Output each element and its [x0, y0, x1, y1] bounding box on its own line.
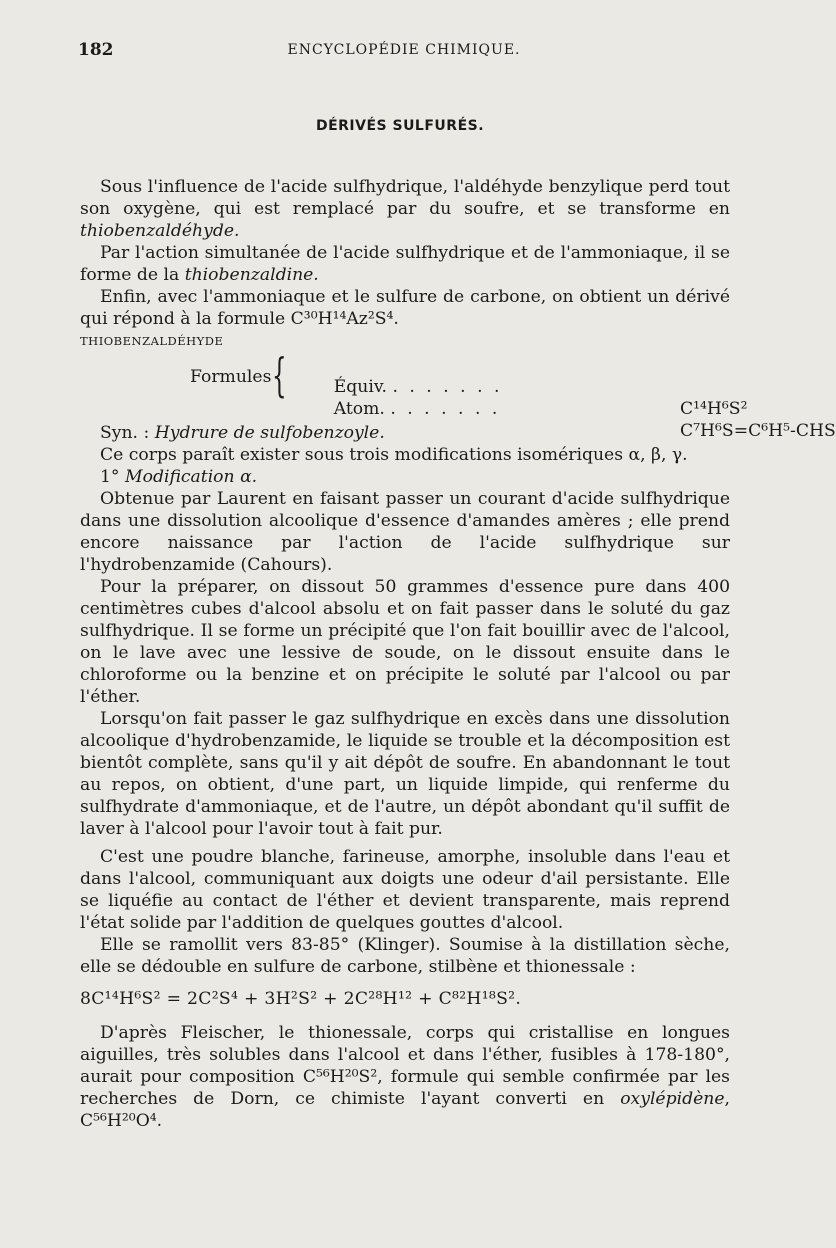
leader-dots: . . . . . . .: [390, 399, 501, 419]
emphasis-term: oxylépidène: [620, 1089, 725, 1109]
text-run: D'après Fleischer, le thionessale, corps qui cristallise en longues aiguilles, très solubles dans l'alcool et dans l'éther, fusibles à 178-180°, aurait pour composition C⁵⁶H²⁰S², formule qui semble confirmée par les recherches de Dorn, ce chimiste l'ayant converti en: [80, 1023, 730, 1109]
text-run: Par l'action simultanée de l'acide sulfhydrique et de l'ammoniaque, il se forme de la: [80, 243, 730, 285]
formulas-label: Formules: [190, 367, 272, 387]
equiv-value: C¹⁴H⁶S²: [680, 399, 748, 419]
paragraph-modifications: Ce corps paraît exister sous trois modifications isomériques α, β, γ.: [100, 445, 688, 465]
compound-title: THIOBENZALDÉHYDE: [80, 334, 224, 348]
paragraph-intro-1: [80, 176, 730, 242]
atom-value: C⁷H⁶S=C⁶H⁵-CHS: [680, 421, 836, 441]
paragraph-preparer: Pour la préparer, on dissout 50 grammes d'essence pure dans 400 centimètres cubes d'alcool absolu et on fait passer dans le soluté du gaz sulfhydrique. Il se forme un précipité que l'on fait bouillir avec de l'alcool, on le lave avec une lessive de soude, on le dissout ensuite dans le chloroforme ou la benzine et on précipite le soluté par l'alcool ou par l'éther.: [80, 577, 730, 707]
text-run: , C⁵⁶H²⁰O⁴.: [80, 1089, 730, 1131]
modification-heading: [80, 466, 730, 488]
brace-symbol: {: [272, 348, 287, 402]
running-title: ENCYCLOPÉDIE CHIMIQUE.: [287, 42, 521, 58]
paragraph-intro-3: Enfin, avec l'ammoniaque et le sulfure de carbone, on obtient un dérivé qui répond à la formule C³⁰H¹⁴Az²S⁴.: [80, 287, 730, 329]
equiv-label: Équiv.: [333, 377, 387, 397]
paragraph-lorsqu: Lorsqu'on fait passer le gaz sulfhydrique en excès dans une dissolution alcoolique d'hydrobenzamide, le liquide se trouble et la décomposition est bientôt complète, sans qu'il y ait dépôt de soufre. En abandonnant le tout au repos, on obtient, d'une part, un liquide limpide, qui renferme du sulfhydrate d'ammoniaque, et de l'autre, un dépôt abondant qu'il suffit de laver à l'alcool pour l'avoir tout à fait pur.: [80, 709, 730, 839]
page-number: 182: [78, 40, 114, 60]
paragraph-obtenue: Obtenue par Laurent en faisant passer un courant d'acide sulfhydrique dans une dissolution alcoolique d'essence d'amandes amères ; elle prend encore naissance par l'action de l'acide sulfhydrique sur l'hydrobenzamide (Cahours).: [80, 489, 730, 575]
modification-title: Modification α.: [125, 467, 258, 487]
paragraph-ramollit: Elle se ramollit vers 83-85° (Klinger). Soumise à la distillation sèche, elle se dédouble en sulfure de carbone, stilbène et thionessale :: [80, 935, 730, 977]
paragraph-poudre: C'est une poudre blanche, farineuse, amorphe, insoluble dans l'eau et dans l'alcool, communiquant aux doigts une odeur d'ail persistante. Elle se liquéfie au contact de l'éther et devient transparente, mais reprend l'état solide par l'addition de quelques gouttes d'alcool.: [80, 847, 730, 933]
atom-label: Atom.: [333, 399, 385, 419]
synonym-value: Hydrure de sulfobenzoyle.: [154, 423, 385, 443]
modification-number: 1°: [100, 467, 125, 487]
paragraph-fleischer: [80, 1022, 730, 1132]
paragraph-intro-2: [80, 242, 730, 286]
emphasis-term: thiobenzaldine.: [184, 265, 319, 285]
emphasis-term: thiobenzaldéhyde.: [80, 221, 240, 241]
synonym-label: Syn. :: [100, 423, 155, 443]
chemical-equation: 8C¹⁴H⁶S² = 2C²S⁴ + 3H²S² + 2C²⁸H¹² + C⁸²H¹⁸S².: [80, 989, 522, 1009]
page-header: [78, 40, 730, 64]
body-text: [80, 176, 836, 1132]
leader-dots: . . . . . . .: [392, 377, 503, 397]
text-run: Sous l'influence de l'acide sulfhydrique, l'aldéhyde benzylique perd tout son oxygène, qui est remplacé par du soufre, et se transforme en: [80, 177, 730, 219]
section-title: DÉRIVÉS SULFURÉS.: [315, 118, 485, 134]
